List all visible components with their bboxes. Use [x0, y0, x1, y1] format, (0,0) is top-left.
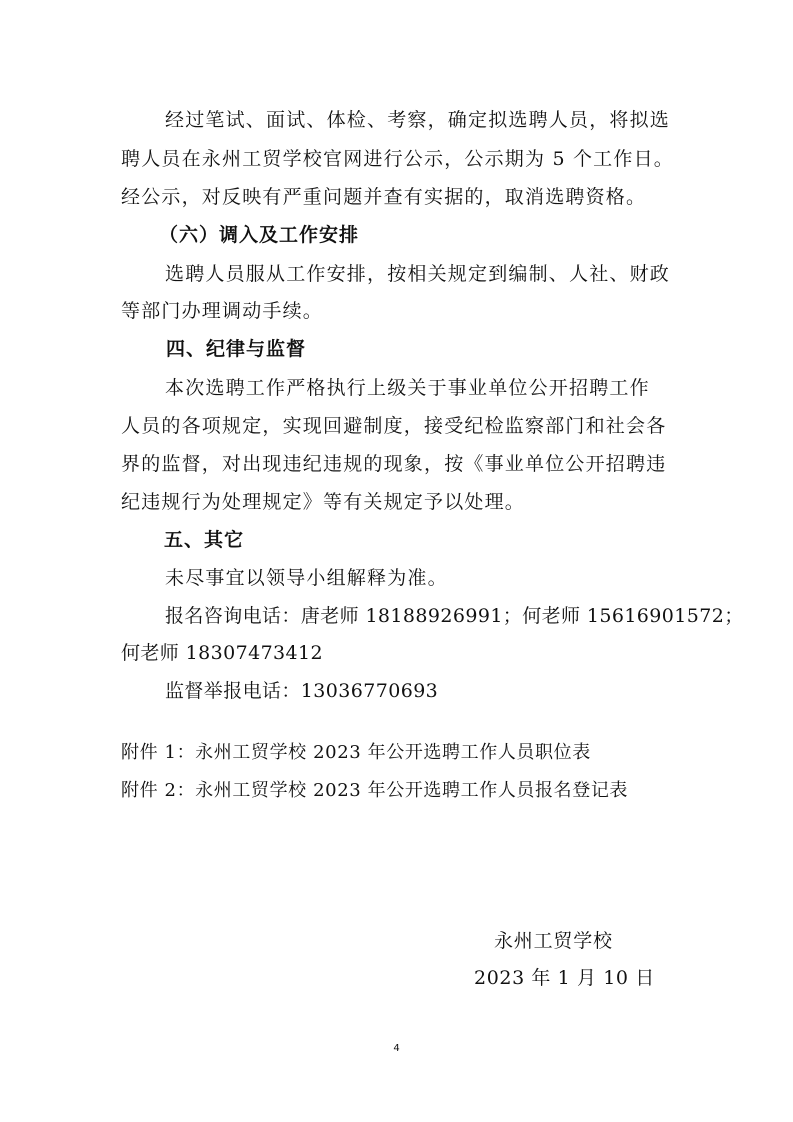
paragraph-line: 界的监督，对出现违纪违规的现象，按《事业单位公开招聘违	[121, 453, 667, 475]
paragraph-line: 等部门办理调动手续。	[121, 300, 324, 322]
signature-date: 2023 年 1 月 10 日	[474, 967, 655, 989]
subsection-heading: （六）调入及工作安排	[159, 224, 360, 246]
attachment-item: 附件 1：永州工贸学校 2023 年公开选聘工作人员职位表	[121, 742, 591, 763]
paragraph-line: 本次选聘工作严格执行上级关于事业单位公开招聘工作	[165, 377, 650, 399]
paragraph-line: 聘人员在永州工贸学校官网进行公示，公示期为 5 个工作日。	[121, 148, 674, 170]
paragraph-line: 纪违规行为处理规定》等有关规定予以处理。	[121, 491, 526, 513]
signature-org: 永州工贸学校	[494, 930, 613, 952]
supervision-phone-line: 监督举报电话：13036770693	[165, 680, 439, 702]
contact-phone-line: 报名咨询电话：唐老师 18188926991；何老师 15616901572；	[165, 605, 744, 627]
paragraph-line: 选聘人员服从工作安排，按相关规定到编制、人社、财政	[165, 263, 671, 285]
paragraph-line: 经过笔试、面试、体检、考察，确定拟选聘人员，将拟选	[165, 109, 671, 131]
page-number: 4	[393, 1043, 400, 1054]
contact-phone-line: 何老师 18307473412	[121, 642, 324, 664]
section-heading: 五、其它	[164, 529, 245, 551]
attachment-item: 附件 2：永州工贸学校 2023 年公开选聘工作人员报名登记表	[121, 780, 629, 801]
paragraph-line: 人员的各项规定，实现回避制度，接受纪检监察部门和社会各	[121, 415, 667, 437]
paragraph-line: 未尽事宜以领导小组解释为准。	[165, 567, 448, 589]
section-heading: 四、纪律与监督	[166, 338, 307, 360]
paragraph-line: 经公示，对反映有严重问题并查有实据的，取消选聘资格。	[121, 186, 647, 208]
